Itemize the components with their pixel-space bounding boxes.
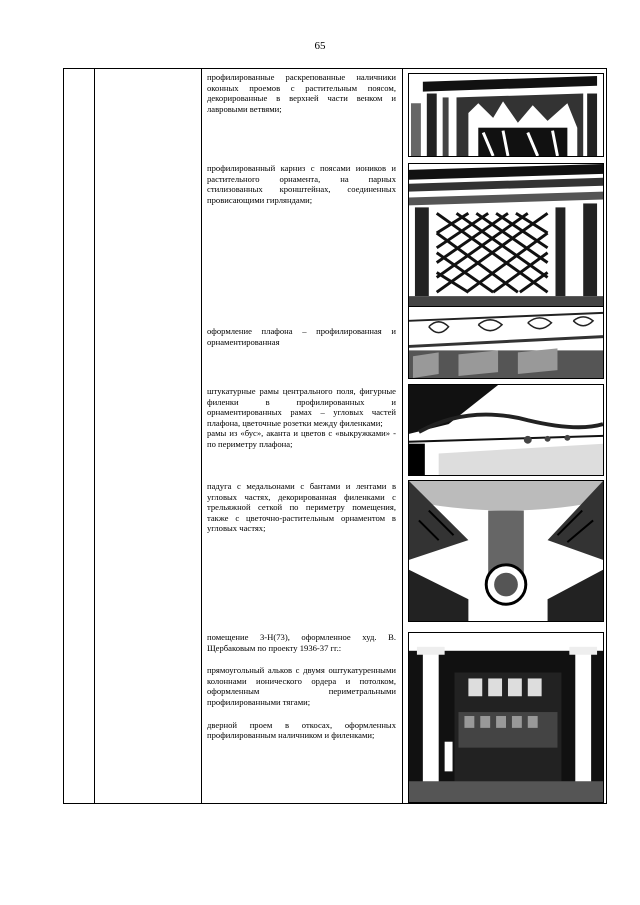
- description-text: профилированные раскрепованные наличники оконных проемов с растительным поясом, декорированные в верхней части венком и лавровыми ветвями;: [207, 72, 396, 114]
- description-cell: [207, 632, 396, 741]
- document-table: [63, 68, 607, 804]
- description-text: падуга с медальонами с бантами и лентами в угловых частях, декорированная филенками с трельяжной сеткой по периметру помещения, также с цветочно-растительным орнаментом в угловых частях;: [207, 481, 396, 534]
- page-number: 65: [314, 40, 326, 52]
- ceiling-frames-photo: [408, 384, 604, 476]
- description-cell: [207, 72, 396, 114]
- description-text: рамы из «бус», аканта и цветов с «выкружками» - по периметру плафона;: [207, 428, 396, 449]
- column-divider: [402, 69, 403, 803]
- description-cell: [207, 481, 396, 534]
- description-cell: [207, 163, 396, 205]
- column-divider: [201, 69, 202, 803]
- description-text: помещение 3-Н(73), оформленное худ. В. Щербаковым по проекту 1936-37 гг.:: [207, 632, 396, 653]
- description-cell: [207, 386, 396, 450]
- cove-medallion-photo: [408, 480, 604, 622]
- ceiling-ornament-photo: [408, 307, 604, 379]
- description-text: оформление плафона – профилированная и орнаментированная: [207, 326, 396, 347]
- window-architrave-photo: [408, 73, 604, 157]
- description-text: дверной проем в откосах, оформленных профилированным наличником и филенками;: [207, 719, 396, 741]
- description-text: штукатурные рамы центрального поля, фигурные филенки в профилированных и орнаментированных рамах – угловых частей плафона, цветочные розетки между филенками;: [207, 386, 396, 428]
- description-text: прямоугольный альков с двумя оштукатуренными колоннами ионического ордера и потолком, оформленным периметральными профилированными тягами;: [207, 665, 396, 707]
- alcove-columns-photo: [408, 632, 604, 803]
- description-text: профилированный карниз с поясами иоников и растительного орнамента, на парных стилизованных кронштейнах, соединенных провисающими гирляндами;: [207, 163, 396, 205]
- description-cell: [207, 326, 396, 347]
- cornice-photo: [408, 163, 604, 307]
- column-divider: [94, 69, 95, 803]
